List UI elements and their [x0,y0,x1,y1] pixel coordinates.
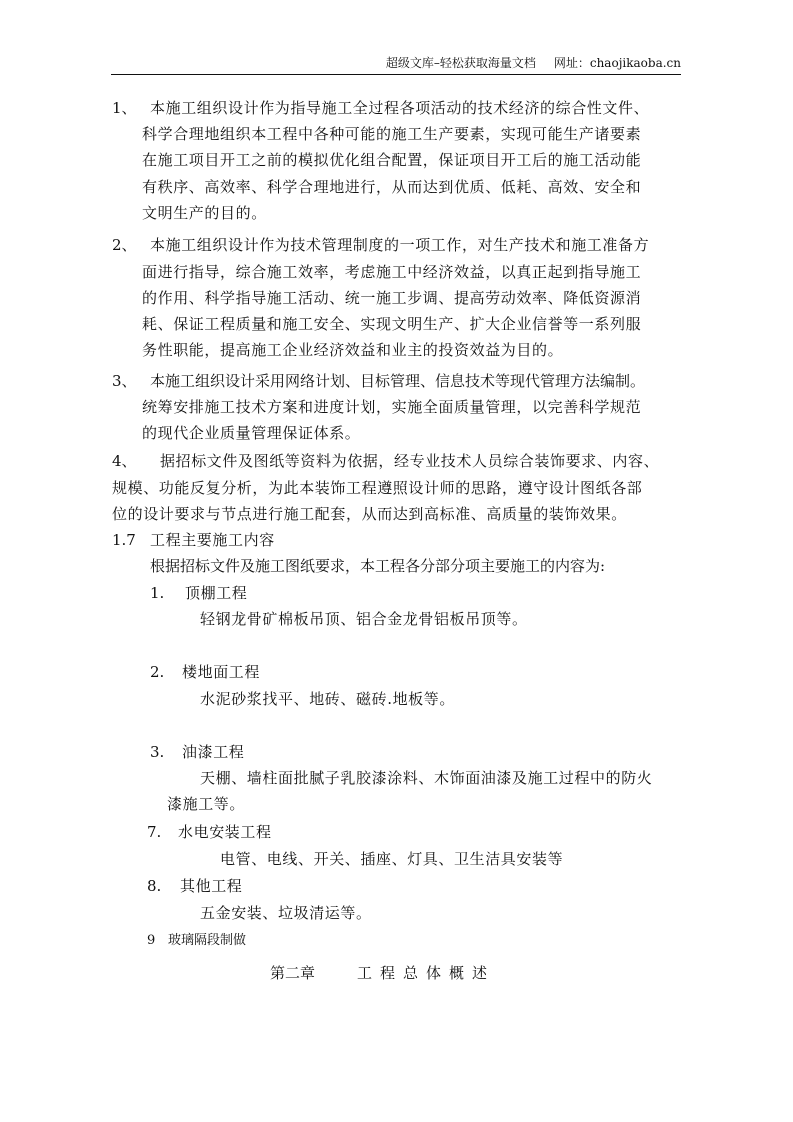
item-line: 本施工组织设计作为技术管理制度的一项工作，对生产技术和施工准备方 [150,236,650,254]
header-text [386,56,681,70]
work-title: 其他工程 [180,877,243,895]
item-line: 统筹安排施工技术方案和进度计划，实施全面质量管理，以完善科学规范 [142,398,642,416]
item-number: 3、 [112,372,137,390]
item-line: 面进行指导，综合施工效率，考虑施工中经济效益，以真正起到指导施工 [142,263,642,281]
header-url: 网址：chaojikaoba.cn [553,56,681,70]
item-line: 在施工项目开工之前的模拟优化组合配置，保证项目开工后的施工活动能 [142,151,642,169]
work-desc: 漆施工等。 [167,795,246,813]
work-desc: 天棚、墙柱面批腻子乳胶漆涂料、木饰面油漆及施工过程中的防火 [200,769,653,787]
item-line: 的作用、科学指导施工活动、统一施工步调、提高劳动效率、降低资源消 [142,289,642,307]
work-number: 3. [150,743,165,761]
page-header [111,56,681,75]
work-number: 7. [147,823,162,841]
item-number: 4、 [112,452,137,470]
work-desc: 五金安装、垃圾清运等。 [200,904,372,922]
item-line: 据招标文件及图纸等资料为依据，经专业技术人员综合装饰要求、内容、 [160,452,660,470]
work-number: 8. [147,877,162,895]
item-line: 本施工组织设计作为指导施工全过程各项活动的技术经济的综合性文件、 [150,99,650,117]
work-title: 水电安装工程 [178,823,272,841]
work-title: 玻璃隔段制做 [168,933,247,948]
item-line: 有秩序、高效率、科学合理地进行，从而达到优质、低耗、高效、安全和 [142,178,642,196]
work-number: 2. [150,663,165,681]
header-site-name: 超级文库–轻松获取海量文档 [385,56,536,70]
item-line: 耗、保证工程质量和施工安全、实现文明生产、扩大企业信誉等一系列服 [142,315,642,333]
item-line: 本施工组织设计采用网络计划、目标管理、信息技术等现代管理方法编制。 [150,372,646,390]
work-number: 9 [147,933,156,948]
chapter-title: 工程总体概述 [357,964,496,982]
chapter-heading [270,963,495,983]
work-title: 楼地面工程 [182,663,261,681]
item-line: 规模、功能反复分析，为此本装饰工程遵照设计师的思路，遵守设计图纸各部 [112,479,643,497]
section-number: 1.7 [112,531,136,549]
item-line: 科学合理地组织本工程中各种可能的施工生产要素，实现可能生产诸要素 [142,125,642,143]
work-desc: 水泥砂浆找平、地砖、磁砖.地板等。 [200,690,455,708]
chapter-label: 第二章 [270,964,316,982]
work-number: 1. [150,584,165,602]
item-number: 2、 [112,236,137,254]
item-line: 文明生产的目的。 [142,204,267,222]
section-intro: 根据招标文件及施工图纸要求，本工程各分部分项主要施工的内容为: [150,557,606,575]
work-desc: 电管、电线、开关、插座、灯具、卫生洁具安装等 [220,850,564,868]
work-title: 顶棚工程 [185,584,248,602]
item-line: 位的设计要求与节点进行施工配套，从而达到高标准、高质量的装饰效果。 [112,505,627,523]
item-line: 务性职能，提高施工企业经济效益和业主的投资效益为目的。 [142,341,564,359]
section-title: 工程主要施工内容 [150,531,275,549]
item-line: 的现代企业质量管理保证体系。 [142,424,361,442]
work-desc: 轻钢龙骨矿棉板吊顶、铝合金龙骨铝板吊顶等。 [200,610,528,628]
work-title: 油漆工程 [182,743,245,761]
item-number: 1、 [112,99,137,117]
